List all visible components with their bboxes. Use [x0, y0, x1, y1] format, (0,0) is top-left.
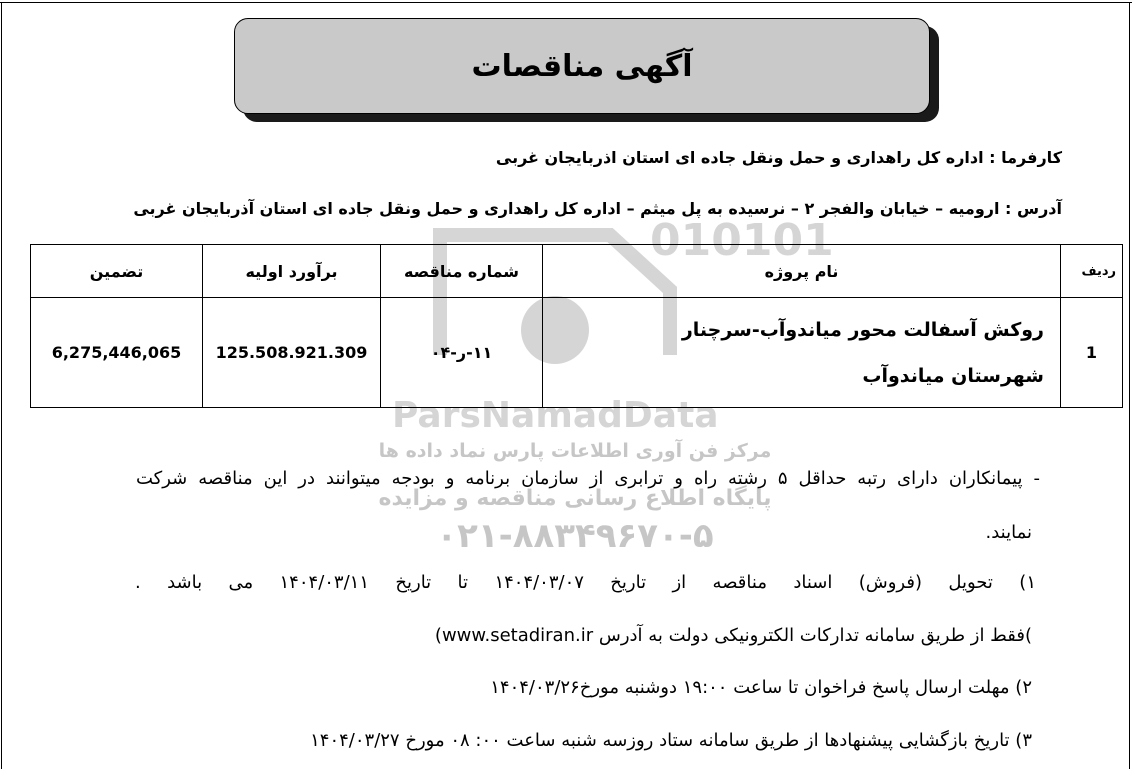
cell-estimate: 125.508.921.309: [203, 298, 381, 408]
project-name-line2: شهرستان میاندوآب: [862, 364, 1044, 387]
header-project-name: نام پروژه: [543, 245, 1061, 298]
header-row-number: ردیف: [1061, 245, 1123, 298]
project-name-line1: روکش آسفالت محور میاندوآب-سرچنار: [681, 318, 1044, 341]
header-tender-number: شماره مناقصه: [381, 245, 543, 298]
cell-tender-number: ۱۱-ر-۰۴: [381, 298, 543, 408]
header-estimate: برآورد اولیه: [203, 245, 381, 298]
watermark-line2: پایگاه اطلاع رسانی مناقصه و مزایده: [378, 486, 772, 511]
document-sale-dates: ۱) تحویل (فروش) اسناد مناقصه از تاریخ ۱۴۰۴/۰۳/۰۷ تا تاریخ ۱۴۰۴/۰۳/۱۱ می باشد .: [135, 572, 1036, 593]
watermark-line1: مرکز فن آوری اطلاعات پارس نماد داده ها: [378, 440, 772, 462]
table-header-row: [31, 245, 1123, 298]
title-box: [234, 18, 930, 114]
opening-date: ۳) تاریخ بازگشایی پیشنهادها از طریق سامانه ستاد روزسه شنبه ساعت ۰۰: ۰۸ مورخ ۱۴۰۴/۰۳/۲۷: [310, 730, 1032, 751]
header-guarantee: تضمین: [31, 245, 203, 298]
cell-row-number: 1: [1061, 298, 1123, 408]
setad-website-note: )فقط از طریق سامانه تدارکات الکترونیکی دولت به آدرس www.setadiran.ir): [434, 625, 1032, 646]
eligibility-paragraph-end: نمایند.: [985, 522, 1032, 543]
cell-guarantee: 6,275,446,065: [31, 298, 203, 408]
watermark-phone: ۰۲۱-۸۸۳۴۹۶۷۰-۵: [436, 516, 714, 556]
page-title: آگهی مناقصات: [471, 48, 693, 84]
frame-right-border: [1129, 2, 1130, 769]
watermark-digits: 010101: [650, 215, 834, 266]
address-line: آدرس : ارومیه – خیابان والفجر ۲ – نرسیده به پل میثم – اداره کل راهداری و حمل ونقل جاده ای استان آذربایجان غربی: [133, 199, 1062, 218]
table-row: [31, 298, 1123, 408]
frame-top-border: [0, 2, 1132, 3]
watermark-brand: ParsNamadData: [392, 395, 719, 436]
tender-table: [30, 244, 1123, 408]
response-deadline: ۲) مهلت ارسال پاسخ فراخوان تا ساعت ۱۹:۰۰ دوشنبه مورخ۱۴۰۴/۰۳/۲۶: [490, 677, 1032, 698]
cell-project-name: [543, 298, 1061, 408]
frame-left-border: [1, 2, 2, 769]
eligibility-paragraph: - پیمانکاران دارای رتبه حداقل ۵ رشته راه و ترابری از سازمان برنامه و بودجه میتوانند در این مناقصه شرکت: [136, 468, 1040, 489]
employer-line: کارفرما : اداره کل راهداری و حمل ونقل جاده ای استان اذربایجان غربی: [495, 148, 1062, 167]
